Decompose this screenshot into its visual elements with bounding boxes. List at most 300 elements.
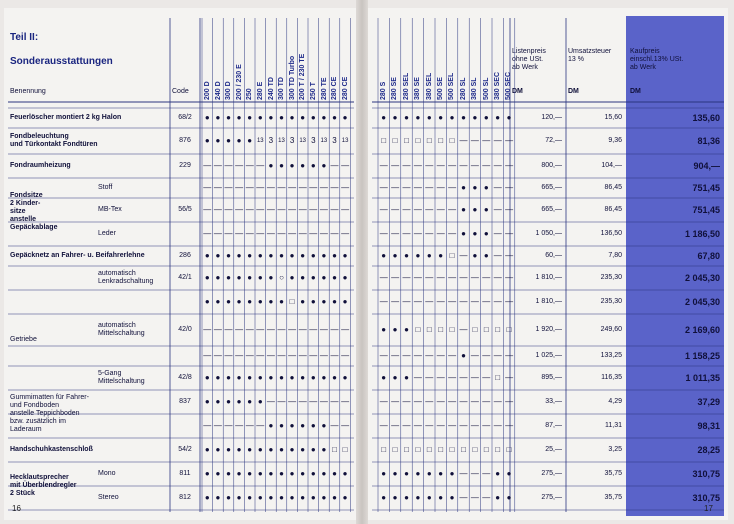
option-mark: ● [268, 113, 274, 122]
option-mark: ● [279, 113, 284, 122]
option-mark: ● [257, 251, 263, 260]
option-mark: ● [300, 373, 306, 382]
option-mark: — [391, 273, 400, 282]
option-mark: ● [381, 493, 387, 502]
option-mark: ● [415, 493, 421, 502]
option-mark: ● [215, 397, 221, 406]
option-mark: — [224, 161, 233, 170]
group-label: Feuerlöscher montiert 2 kg Halon [10, 114, 122, 121]
purchase-price: 310,75 [692, 493, 720, 503]
list-price: 1 025,— [535, 352, 562, 359]
option-mark: — [379, 161, 388, 170]
book-gutter [356, 0, 368, 524]
option-mark: — [379, 205, 388, 214]
option-mark: — [277, 397, 286, 406]
option-mark: ● [404, 373, 409, 382]
page-left [4, 8, 356, 520]
option-mark: 3 [268, 136, 274, 145]
option-mark: ● [381, 469, 387, 478]
row-sublabel: Leder [98, 230, 116, 237]
option-mark: □ [449, 445, 455, 454]
option-mark: — [330, 421, 339, 430]
option-mark: — [425, 297, 434, 306]
option-mark: ● [236, 373, 242, 382]
option-mark: — [493, 205, 502, 214]
option-mark: ● [300, 113, 306, 122]
option-mark: — [330, 397, 339, 406]
option-mark: — [309, 229, 318, 238]
option-mark: ● [204, 136, 210, 145]
option-mark: □ [415, 325, 421, 334]
option-mark: □ [426, 325, 432, 334]
option-mark: — [256, 183, 265, 192]
option-mark: ● [342, 493, 348, 502]
option-mark: ● [300, 251, 306, 260]
option-mark: — [298, 205, 307, 214]
tax-value: 86,45 [604, 184, 622, 191]
option-mark: — [277, 229, 286, 238]
option-mark: — [493, 161, 502, 170]
tax-value: 35,75 [604, 494, 622, 501]
option-mark: — [402, 273, 411, 282]
model-label-left: 300 TD Turbo [288, 55, 296, 100]
option-mark: ● [342, 113, 348, 122]
option-mark: ● [332, 493, 337, 502]
option-mark: ● [449, 113, 455, 122]
option-mark: — [288, 325, 297, 334]
option-mark: 13 [341, 138, 349, 144]
tax-value: 7,80 [608, 252, 622, 259]
option-mark: □ [404, 445, 409, 454]
option-mark: □ [495, 373, 501, 382]
row-code: 54/2 [178, 446, 192, 453]
option-mark: 3 [289, 136, 295, 145]
option-mark: — [436, 373, 445, 382]
option-mark: — [245, 183, 254, 192]
option-mark: □ [415, 136, 421, 145]
option-mark: — [341, 351, 350, 360]
option-mark: ● [236, 445, 242, 454]
option-mark: 13 [299, 138, 307, 144]
option-mark: — [505, 421, 514, 430]
option-mark: — [448, 373, 457, 382]
row-sublabel: automatisch Mittelschaltung [98, 322, 145, 337]
option-mark: — [330, 161, 339, 170]
option-mark: — [493, 351, 502, 360]
option-mark: — [425, 183, 434, 192]
option-mark: — [482, 136, 491, 145]
option-mark: — [391, 351, 400, 360]
option-mark: ● [236, 251, 242, 260]
option-mark: ● [226, 469, 231, 478]
option-mark: ● [300, 445, 306, 454]
option-mark: ● [438, 113, 444, 122]
option-mark: ● [438, 469, 444, 478]
header-kaufpreis: Kaufpreis einschl.13% USt. ab Werk [630, 48, 684, 71]
option-mark: — [213, 325, 222, 334]
group-label: Fondsitze 2 Kinder- sitze anstelle Gepäckablage [10, 192, 58, 231]
page-number-right: 17 [704, 504, 713, 513]
option-mark: ● [289, 251, 295, 260]
option-mark: □ [483, 445, 489, 454]
row-code: 811 [179, 470, 191, 477]
option-mark: — [470, 273, 479, 282]
option-mark: □ [438, 445, 444, 454]
option-mark: ● [289, 373, 295, 382]
option-mark: — [493, 421, 502, 430]
option-mark: — [482, 161, 491, 170]
option-mark: ● [321, 421, 327, 430]
option-mark: — [505, 229, 514, 238]
option-mark: ● [247, 493, 253, 502]
option-mark: ● [495, 469, 501, 478]
list-price: 1 920,— [535, 326, 562, 333]
option-mark: □ [426, 445, 432, 454]
option-mark: ● [247, 136, 253, 145]
option-mark: ● [415, 469, 421, 478]
option-mark: ● [204, 469, 210, 478]
group-label: Fondraumheizung [10, 162, 71, 169]
group-label: Fondbeleuchtung und Türkontakt Fondtüren [10, 133, 98, 148]
model-label-right: 500 SL [482, 77, 490, 100]
option-mark: — [277, 205, 286, 214]
option-mark: ● [215, 493, 221, 502]
group-label: Gepäcknetz an Fahrer- u. Beifahrerlehne [10, 252, 145, 259]
option-mark: — [319, 351, 328, 360]
model-label-left: 300 TD [278, 77, 286, 100]
option-mark: ● [404, 493, 409, 502]
row-code: 876 [179, 137, 191, 144]
purchase-price: 1 186,50 [684, 229, 720, 239]
option-mark: 13 [278, 138, 285, 144]
header-dm-list: DM [512, 88, 523, 95]
option-mark: □ [438, 325, 444, 334]
option-mark: ● [300, 161, 306, 170]
row-sublabel: Stereo [98, 494, 119, 501]
option-mark: ● [268, 445, 274, 454]
option-mark: — [448, 297, 457, 306]
option-mark: — [266, 325, 275, 334]
model-label-right: 280 SE [391, 77, 399, 100]
model-label-right: 380 SEC [494, 71, 501, 100]
option-mark: — [482, 297, 491, 306]
list-price: 1 810,— [535, 298, 562, 305]
option-mark: ● [342, 273, 348, 282]
option-mark: — [256, 351, 265, 360]
option-mark: ● [204, 113, 210, 122]
tax-value: 136,50 [600, 230, 622, 237]
option-mark: — [436, 161, 445, 170]
option-mark: — [379, 421, 388, 430]
option-mark: — [341, 421, 350, 430]
option-mark: — [203, 325, 212, 334]
option-mark: 13 [256, 138, 264, 144]
option-mark: — [459, 469, 468, 478]
model-label-right: 500 SE [437, 77, 444, 100]
option-mark: — [459, 421, 468, 430]
option-mark: ● [215, 445, 221, 454]
model-label-left: 240 TD [267, 77, 275, 100]
option-mark: ● [289, 273, 295, 282]
row-code: 837 [179, 398, 191, 405]
list-price: 665,— [541, 184, 562, 191]
option-mark: ● [321, 373, 327, 382]
option-mark: — [298, 325, 307, 334]
option-mark: — [470, 421, 479, 430]
option-mark: — [470, 469, 479, 478]
model-label-right: 380 SE [414, 77, 422, 100]
option-mark: — [402, 397, 411, 406]
option-mark: — [482, 273, 491, 282]
option-mark: ● [236, 273, 242, 282]
option-mark: — [459, 251, 468, 260]
option-mark: □ [472, 325, 478, 334]
option-mark: — [341, 325, 350, 334]
option-mark: — [341, 205, 350, 214]
option-mark: ● [461, 229, 466, 238]
option-mark: ● [392, 113, 398, 122]
option-mark: — [505, 136, 514, 145]
option-mark: — [235, 205, 244, 214]
option-mark: — [213, 183, 222, 192]
model-label-left: 200 D [204, 81, 211, 100]
option-mark: — [425, 421, 434, 430]
option-mark: 3 [332, 136, 337, 145]
model-label-left: 250 [246, 88, 254, 100]
option-mark: ● [226, 273, 231, 282]
option-mark: — [436, 421, 445, 430]
option-mark: ● [226, 136, 231, 145]
list-price: 72,— [545, 137, 562, 144]
option-mark: — [505, 351, 514, 360]
option-mark: — [505, 205, 514, 214]
option-mark: — [277, 325, 286, 334]
option-mark: — [459, 161, 468, 170]
option-mark: ● [215, 297, 221, 306]
option-mark: ● [268, 251, 274, 260]
option-mark: ● [236, 469, 242, 478]
option-mark: — [256, 421, 265, 430]
option-mark: ● [247, 297, 253, 306]
option-mark: ● [381, 251, 387, 260]
option-mark: ● [461, 183, 466, 192]
option-mark: — [235, 161, 244, 170]
option-mark: — [213, 421, 222, 430]
option-mark: — [391, 397, 400, 406]
option-mark: ● [310, 445, 316, 454]
option-mark: — [235, 229, 244, 238]
option-mark: — [245, 325, 254, 334]
option-mark: □ [461, 445, 466, 454]
option-mark: ● [279, 373, 284, 382]
option-mark: — [493, 297, 502, 306]
option-mark: — [224, 183, 233, 192]
list-price: 87,— [545, 422, 562, 429]
list-price: 1 050,— [535, 230, 562, 237]
option-mark: ● [226, 397, 231, 406]
option-mark: — [413, 397, 422, 406]
option-mark: — [459, 297, 468, 306]
option-mark: — [330, 205, 339, 214]
section-part: Teil II: [10, 32, 39, 43]
option-mark: — [330, 183, 339, 192]
row-code: 42/0 [178, 326, 192, 333]
option-mark: — [448, 397, 457, 406]
option-mark: — [436, 229, 445, 238]
option-mark: — [213, 229, 222, 238]
option-mark: ● [247, 397, 253, 406]
option-mark: ● [215, 113, 221, 122]
option-mark: — [425, 229, 434, 238]
option-mark: — [288, 183, 297, 192]
tax-value: 133,25 [600, 352, 622, 359]
header-benennung: Benennung [10, 88, 46, 95]
option-mark: ● [289, 493, 295, 502]
option-mark: ● [461, 205, 466, 214]
purchase-price: 2 045,30 [684, 273, 720, 283]
option-mark: — [505, 183, 514, 192]
option-mark: — [448, 205, 457, 214]
option-mark: ● [472, 183, 478, 192]
header-dm-price: DM [630, 88, 641, 95]
tax-value: 11,31 [605, 422, 622, 429]
option-mark: — [391, 229, 400, 238]
option-mark: — [224, 229, 233, 238]
option-mark: — [288, 397, 297, 406]
option-mark: ● [404, 469, 409, 478]
option-mark: ● [342, 251, 348, 260]
option-mark: ● [236, 113, 242, 122]
group-label: Hecklautsprecher mit Überblendregler 2 Stück [10, 474, 77, 497]
list-price: 25,— [545, 446, 562, 453]
option-mark: — [309, 351, 318, 360]
option-mark: — [413, 421, 422, 430]
option-mark: ● [236, 493, 242, 502]
option-mark: ● [257, 493, 263, 502]
option-mark: — [413, 297, 422, 306]
option-mark: — [436, 205, 445, 214]
option-mark: — [402, 297, 411, 306]
option-mark: — [482, 421, 491, 430]
option-mark: ● [321, 493, 327, 502]
tax-value: 86,45 [604, 206, 622, 213]
option-mark: ● [483, 251, 489, 260]
option-mark: ● [321, 445, 327, 454]
option-mark: — [482, 397, 491, 406]
option-mark: ● [215, 136, 221, 145]
option-mark: — [413, 229, 422, 238]
purchase-price: 28,25 [697, 445, 720, 455]
option-mark: — [309, 325, 318, 334]
model-label-left: 240 D [214, 81, 222, 100]
option-mark: ● [461, 351, 466, 360]
option-mark: — [402, 183, 411, 192]
option-mark: ● [247, 113, 253, 122]
purchase-price: 1 011,35 [685, 373, 720, 383]
option-mark: — [319, 205, 328, 214]
list-price: 33,— [545, 398, 562, 405]
option-mark: — [277, 351, 286, 360]
option-mark: ● [426, 251, 432, 260]
option-mark: — [459, 493, 468, 502]
option-mark: ● [310, 493, 316, 502]
model-label-left: 200 / 230 E [235, 64, 243, 100]
group-label: Handschuhkastenschloß [10, 446, 93, 453]
group-label: Getriebe [10, 336, 37, 343]
option-mark: ● [268, 493, 274, 502]
option-mark: ● [215, 251, 221, 260]
option-mark: ● [257, 469, 263, 478]
model-label-right: 280 SEL [402, 72, 410, 100]
option-mark: □ [332, 445, 337, 454]
option-mark: ● [279, 251, 284, 260]
option-mark: □ [289, 297, 295, 306]
option-mark: ● [310, 251, 316, 260]
group-label: Gummimatten für Fahrer- und Fondboden anstelle Teppichboden bzw. zusätzlich im Laderaum [10, 394, 89, 433]
option-mark: ● [268, 421, 274, 430]
option-mark: □ [506, 445, 512, 454]
option-mark: ● [381, 373, 387, 382]
option-mark: — [425, 351, 434, 360]
option-mark: ● [310, 161, 316, 170]
option-mark: ● [279, 297, 284, 306]
option-mark: ● [204, 373, 210, 382]
option-mark: ● [226, 113, 231, 122]
option-mark: — [224, 421, 233, 430]
option-mark: — [245, 161, 254, 170]
option-mark: — [379, 183, 388, 192]
option-mark: — [256, 325, 265, 334]
option-mark: ● [506, 113, 512, 122]
option-mark: — [505, 251, 514, 260]
option-mark: — [448, 273, 457, 282]
option-mark: — [391, 297, 400, 306]
tax-value: 3,25 [608, 446, 622, 453]
option-mark: ● [268, 297, 274, 306]
option-mark: — [425, 161, 434, 170]
option-mark: — [436, 297, 445, 306]
option-mark: ● [268, 373, 274, 382]
page-number-left: 16 [12, 504, 21, 513]
option-mark: — [402, 229, 411, 238]
option-mark: □ [472, 445, 478, 454]
model-label-left: 280 CE [331, 76, 339, 100]
option-mark: — [413, 161, 422, 170]
option-mark: — [482, 373, 491, 382]
option-mark: — [330, 229, 339, 238]
option-mark: ● [321, 273, 327, 282]
option-mark: — [459, 325, 468, 334]
row-code: 42/8 [178, 374, 192, 381]
option-mark: ● [426, 113, 432, 122]
tax-value: 9,36 [608, 137, 622, 144]
option-mark: □ [449, 251, 455, 260]
list-price: 275,— [541, 470, 562, 477]
option-mark: — [288, 205, 297, 214]
option-mark: □ [483, 325, 489, 334]
option-mark: ● [279, 161, 284, 170]
option-mark: ● [415, 113, 421, 122]
option-mark: ● [236, 397, 242, 406]
option-mark: — [436, 273, 445, 282]
option-mark: — [203, 421, 212, 430]
option-mark: □ [438, 136, 444, 145]
option-mark: ● [279, 421, 284, 430]
option-mark: ● [268, 469, 274, 478]
tax-value: 4,29 [608, 398, 622, 405]
option-mark: — [256, 205, 265, 214]
option-mark: — [505, 397, 514, 406]
